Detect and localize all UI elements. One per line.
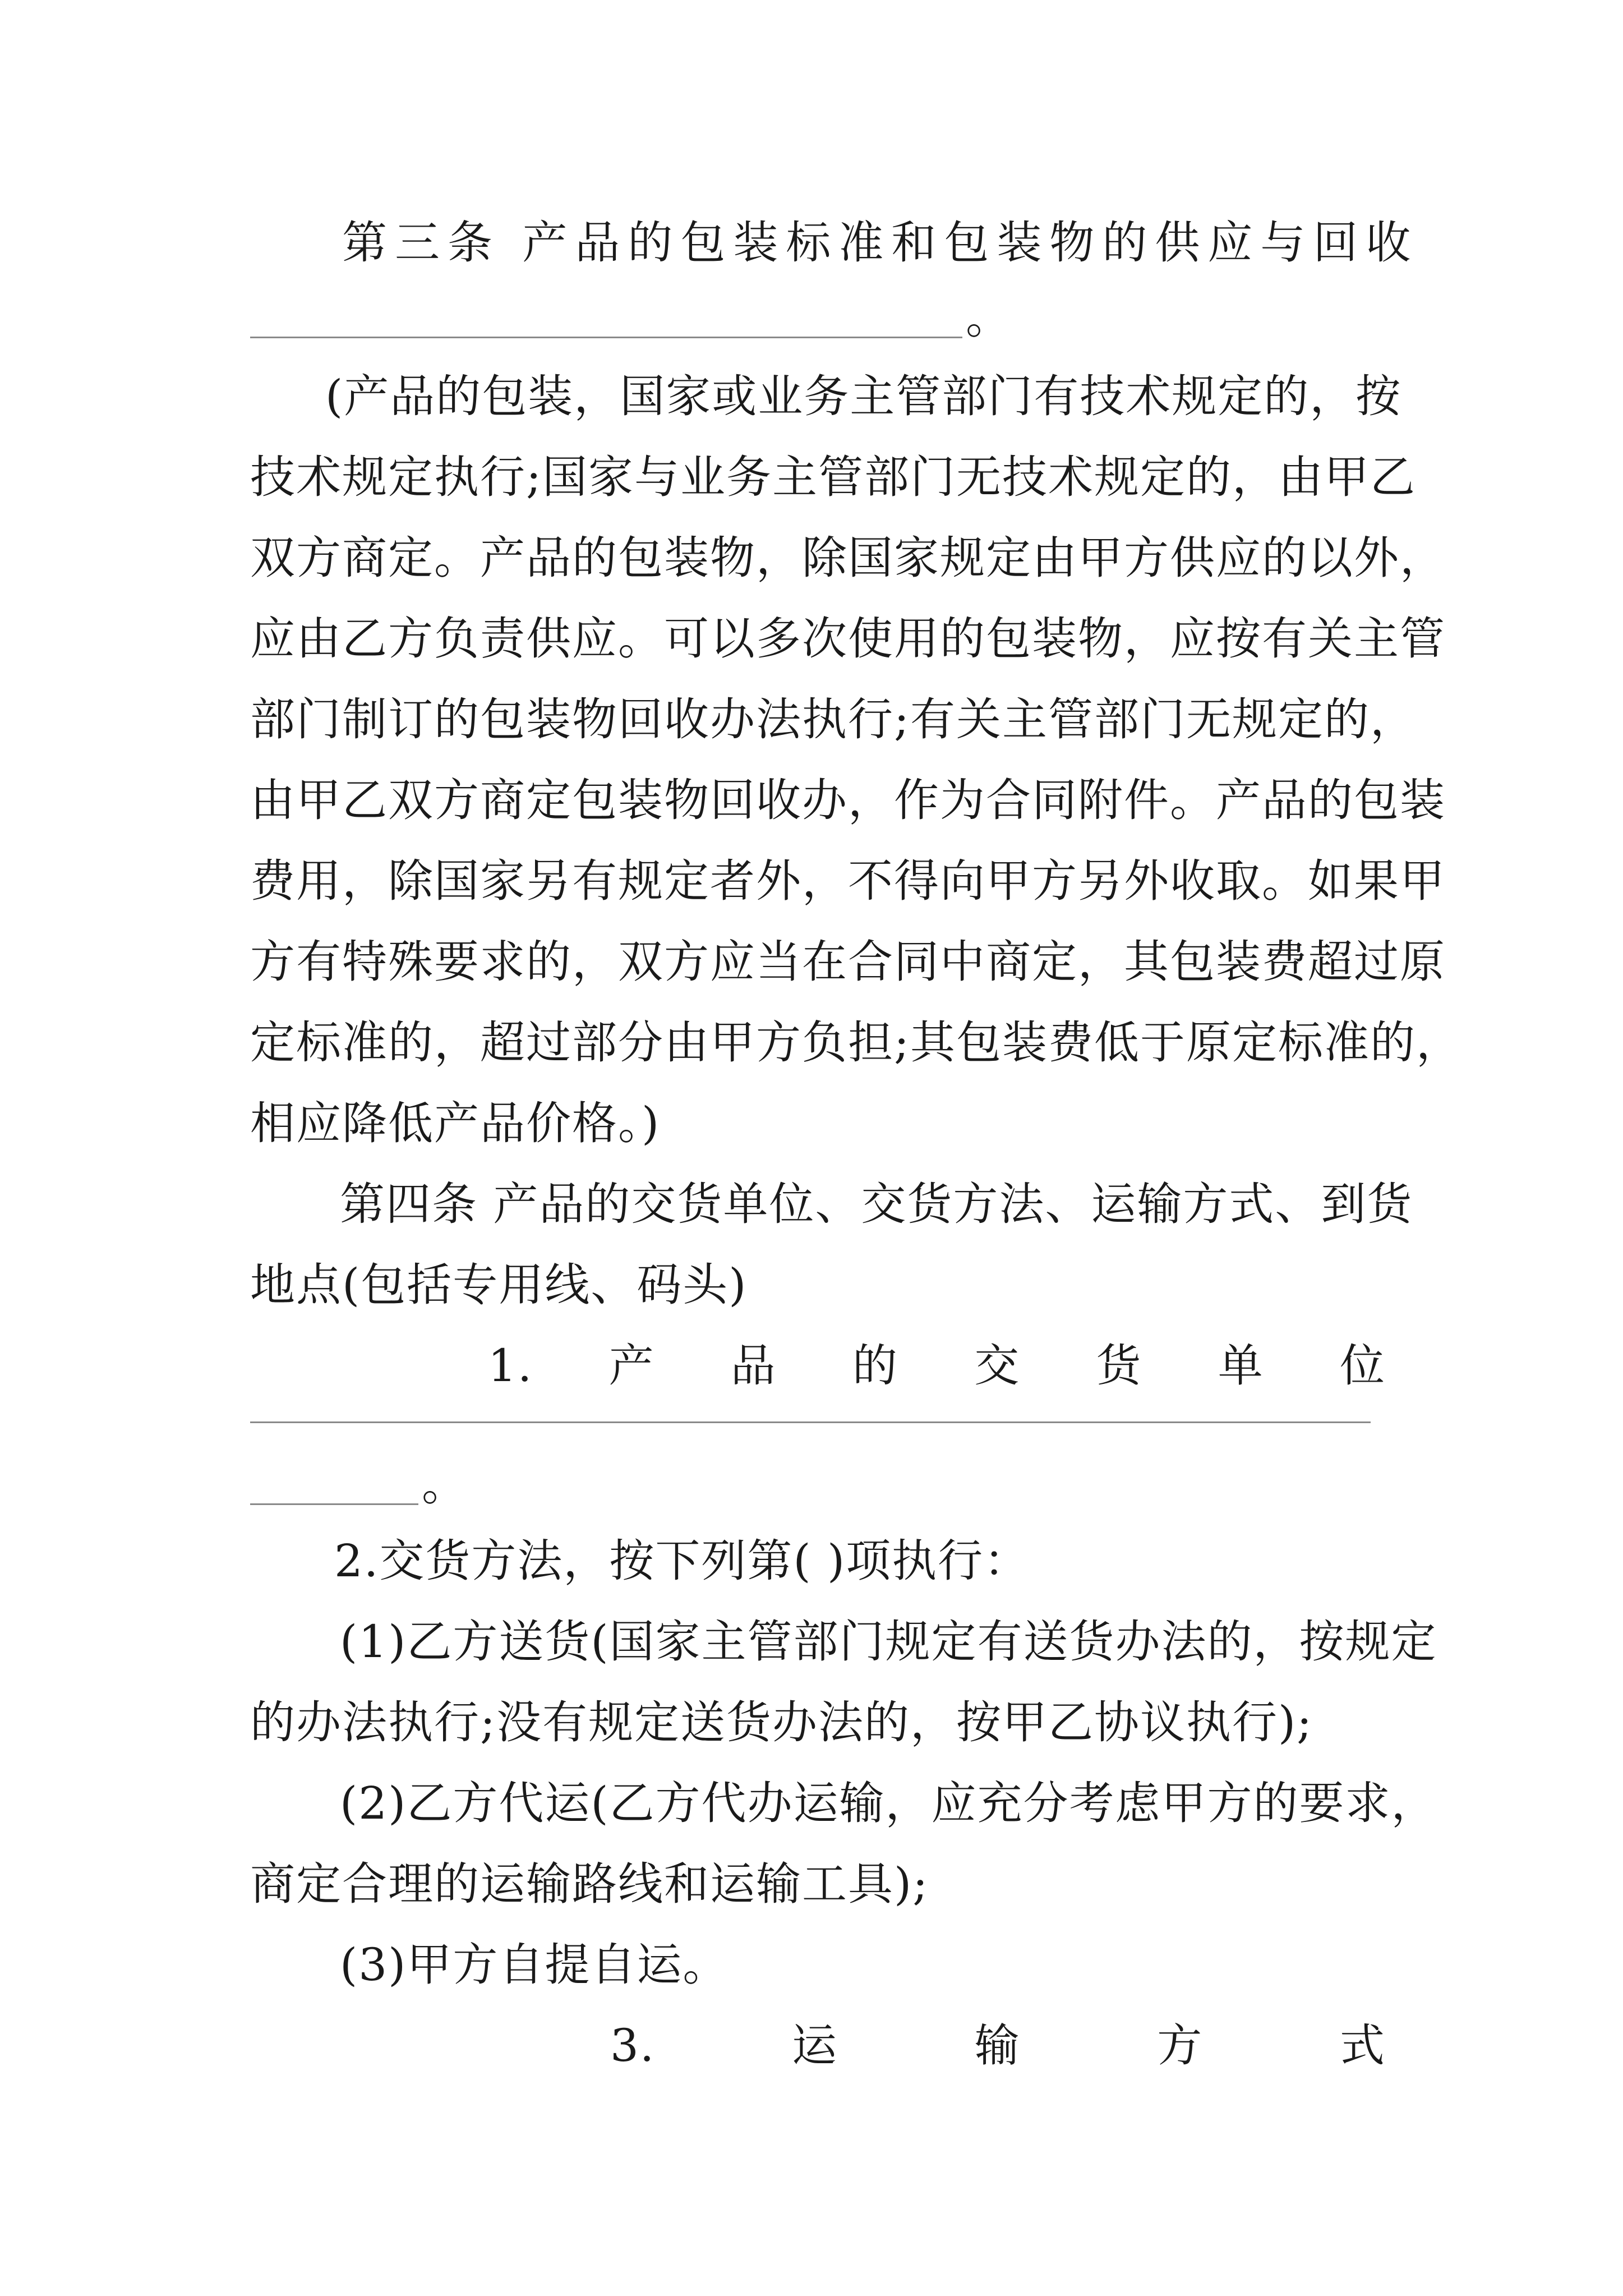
note-line-9: 定标准的，超过部分由甲方负担;其包装费低于原定标准的， [250,1016,1462,1069]
note-line-6: 由甲乙双方商定包装物回收办，作为合同附件。产品的包装 [250,774,1446,826]
item1-char: 货 [1096,1340,1142,1392]
option3: (3)甲方自提自运。 [340,1939,729,1991]
article3-heading-text: 第三条 产品的包装标准和包装物的供应与回收 [342,217,1419,269]
article4-heading-line2: 地点(包括专用线、码头) [250,1259,748,1311]
note-line-10: 相应降低产品价格。) [250,1097,661,1149]
option2-line1: (2)乙方代运(乙方代办运输，应充分考虑甲方的要求， [340,1777,1437,1829]
option1-line1: (1)乙方送货(国家主管部门规定有送货办法的，按规定 [340,1616,1437,1668]
item1-char: 单 [1218,1340,1264,1392]
note-line-4: 应由乙方负责供应。可以多次使用的包装物，应按有关主管 [250,613,1446,665]
item1-char: 品 [730,1340,777,1392]
item1-char: 位 [1339,1340,1386,1392]
item3-num: 3. [610,2019,656,2072]
note-line-1: (产品的包装，国家或业务主管部门有技术规定的，按 [325,370,1402,422]
item1-char: 产 [608,1340,655,1392]
blank-period: 。 [966,292,1011,344]
blank-period-2: 。 [422,1458,467,1511]
item1-char: 的 [852,1340,899,1392]
option2-line2: 商定合理的运输路线和运输工具); [250,1858,929,1910]
fill-blank-line [250,337,962,338]
article3-heading [342,212,1419,274]
fill-blank-line-short [250,1503,418,1505]
option1-line2: 的办法执行;没有规定送货办法的，按甲乙协议执行); [250,1696,1313,1749]
item1-delivery-unit [488,1335,1386,1397]
note-line-2: 技术规定执行;国家与业务主管部门无技术规定的，由甲乙 [250,451,1416,503]
item3-char: 方 [1157,2019,1204,2072]
note-line-8: 方有特殊要求的，双方应当在合同中商定，其包装费超过原 [250,936,1446,988]
item1-num: 1. [488,1340,533,1392]
item3-char: 运 [791,2019,838,2072]
item3-char: 式 [1339,2019,1386,2072]
note-line-7: 费用，除国家另有规定者外，不得向甲方另外收取。如果甲 [250,855,1446,907]
item1-char: 交 [974,1340,1021,1392]
article4-heading-line1: 第四条 产品的交货单位、交货方法、运输方式、到货 [340,1178,1413,1230]
note-line-5: 部门制订的包装物回收办法执行;有关主管部门无规定的， [250,693,1416,746]
note-line-3: 双方商定。产品的包装物，除国家规定由甲方供应的以外， [250,532,1446,584]
item2-delivery-method: 2.交货方法，按下列第( )项执行： [334,1535,1030,1587]
fill-blank-line-long [250,1421,1371,1423]
item3-char: 输 [974,2019,1021,2072]
item3-transport-method [610,2015,1386,2077]
